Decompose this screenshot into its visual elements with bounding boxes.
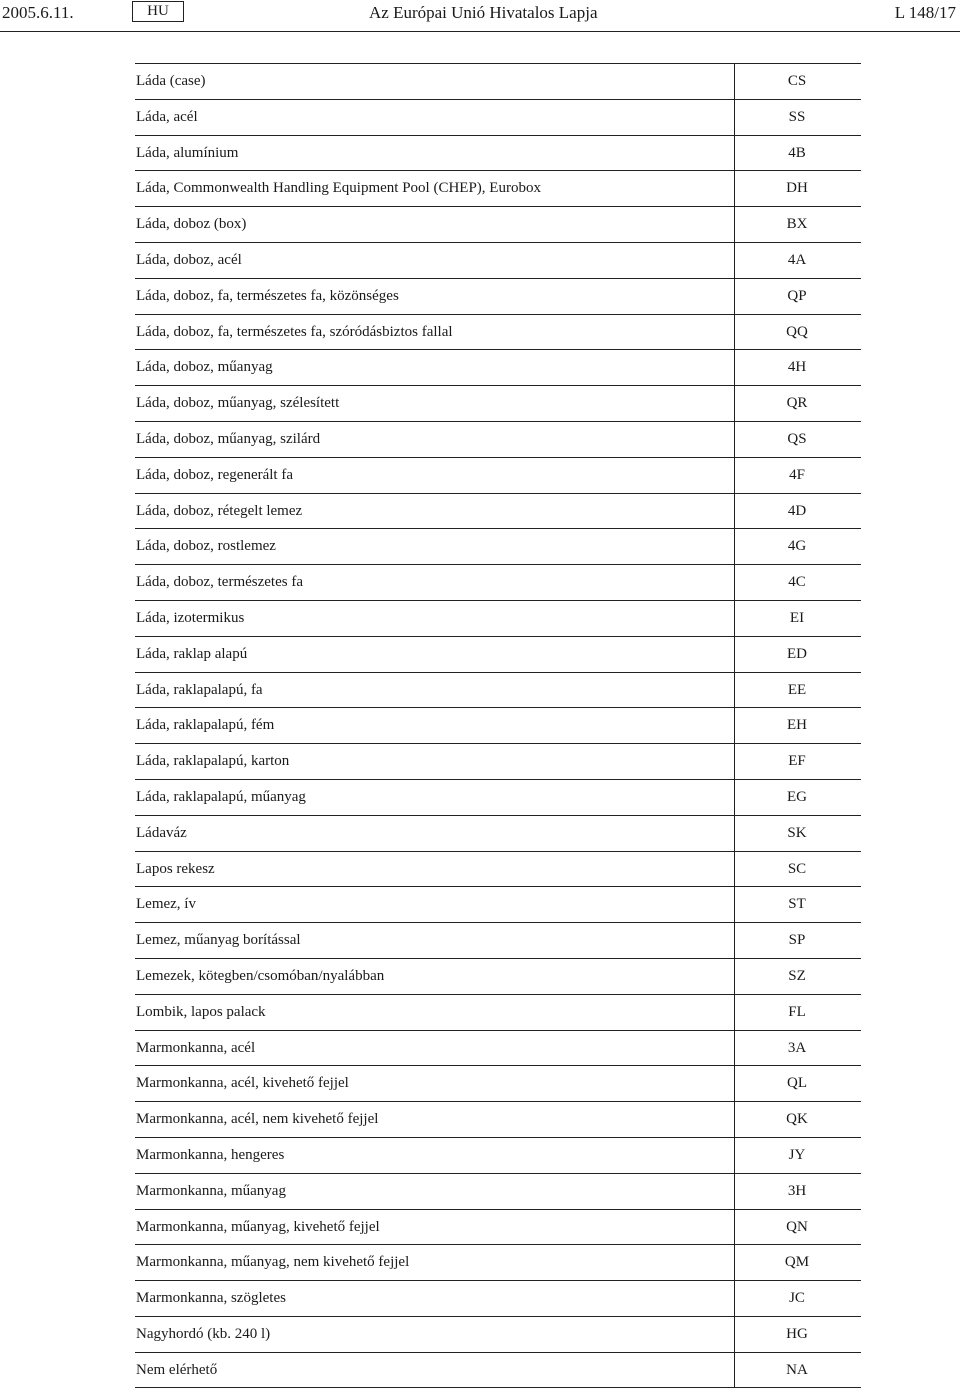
page-reference: L 148/17	[894, 3, 956, 22]
package-type-name: Láda, doboz, műanyag, szélesített	[135, 386, 735, 421]
table-row	[135, 601, 861, 637]
table-row	[135, 386, 861, 422]
package-type-name: Láda, doboz, regenerált fa	[135, 458, 735, 493]
table-row	[135, 207, 861, 243]
package-type-name: Láda, raklapalapú, karton	[135, 744, 735, 779]
package-type-name: Láda, doboz, műanyag	[135, 350, 735, 385]
table-row	[135, 171, 861, 207]
package-type-name: Marmonkanna, műanyag, kivehető fejjel	[135, 1210, 735, 1245]
package-code: EI	[789, 609, 805, 626]
table-row	[135, 780, 861, 816]
package-code: EF	[788, 753, 806, 770]
table-row	[135, 494, 861, 530]
table-row	[135, 64, 861, 100]
table-row	[135, 243, 861, 279]
table-row	[135, 1317, 861, 1353]
table-row	[135, 816, 861, 852]
package-type-name: Lombik, lapos palack	[135, 995, 735, 1030]
package-code: 4A	[787, 251, 807, 268]
page-header	[0, 0, 960, 30]
table-row	[135, 1138, 861, 1174]
package-code: BX	[786, 216, 808, 233]
table-row	[135, 1281, 861, 1317]
table-row	[135, 350, 861, 386]
package-type-name: Lapos rekesz	[135, 852, 735, 887]
package-type-name: Láda, acél	[135, 100, 735, 135]
table-row	[135, 100, 861, 136]
package-code: QP	[787, 287, 807, 304]
package-code: 4D	[787, 502, 807, 519]
package-type-name: Láda, doboz, acél	[135, 243, 735, 278]
table-row	[135, 529, 861, 565]
table-row	[135, 923, 861, 959]
package-type-name: Marmonkanna, hengeres	[135, 1138, 735, 1173]
package-type-name: Marmonkanna, acél	[135, 1031, 735, 1066]
package-code: EH	[787, 717, 807, 734]
package-type-name: Láda, alumínium	[135, 136, 735, 171]
package-code: EG	[787, 788, 807, 805]
package-code: QN	[786, 1218, 808, 1235]
package-code: 4C	[788, 574, 806, 591]
package-code: CS	[787, 73, 807, 89]
table-row	[135, 1031, 861, 1067]
package-code: QR	[786, 395, 808, 412]
table-row	[135, 1210, 861, 1246]
package-code: 4G	[787, 538, 807, 555]
table-row	[135, 637, 861, 673]
package-type-name: Láda, doboz, természetes fa	[135, 565, 735, 600]
package-code: QM	[784, 1254, 810, 1271]
table-row	[135, 995, 861, 1031]
package-type-name: Láda, doboz (box)	[135, 207, 735, 242]
table-row	[135, 1102, 861, 1138]
package-type-name: Lemez, ív	[135, 887, 735, 922]
package-type-name: Láda, doboz, fa, természetes fa, szóródásbiztos fallal	[135, 315, 735, 350]
package-type-name: Marmonkanna, műanyag, nem kivehető fejjel	[135, 1245, 735, 1280]
table-row	[135, 673, 861, 709]
package-code: QK	[786, 1111, 808, 1128]
package-type-name: Marmonkanna, acél, kivehető fejjel	[135, 1066, 735, 1101]
package-code: JY	[788, 1146, 806, 1163]
table-row	[135, 1066, 861, 1102]
package-code: ST	[788, 896, 806, 913]
package-type-name: Láda (case)	[135, 64, 735, 99]
table-row	[135, 708, 861, 744]
package-type-name: Láda, Commonwealth Handling Equipment Pool (CHEP), Eurobox	[135, 171, 735, 206]
package-code: 3H	[787, 1182, 807, 1199]
packaging-code-table	[135, 63, 861, 1388]
table-row	[135, 852, 861, 888]
package-type-name: Nem elérhető	[135, 1353, 735, 1388]
package-type-name: Láda, doboz, műanyag, szilárd	[135, 422, 735, 457]
package-code: HG	[786, 1325, 808, 1342]
package-code: FL	[788, 1003, 806, 1020]
package-code: 4F	[789, 466, 805, 483]
package-code: 4H	[787, 359, 807, 376]
table-row	[135, 1174, 861, 1210]
package-type-name: Láda, doboz, rétegelt lemez	[135, 494, 735, 529]
package-type-name: Marmonkanna, műanyag	[135, 1174, 735, 1209]
package-code: SC	[787, 860, 807, 877]
package-code: 3A	[787, 1039, 807, 1056]
package-code: QL	[787, 1075, 807, 1092]
package-code: JC	[789, 1290, 805, 1307]
table-row	[135, 279, 861, 315]
package-type-name: Lemezek, kötegben/csomóban/nyalábban	[135, 959, 735, 994]
journal-title: Az Európai Unió Hivatalos Lapja	[369, 3, 598, 22]
table-row	[135, 1353, 861, 1388]
package-code: SP	[788, 932, 806, 949]
package-type-name: Marmonkanna, acél, nem kivehető fejjel	[135, 1102, 735, 1137]
package-type-name: Láda, izotermikus	[135, 601, 735, 636]
package-type-name: Láda, doboz, rostlemez	[135, 529, 735, 564]
table-row	[135, 565, 861, 601]
package-code: QS	[787, 430, 807, 447]
package-code: NA	[786, 1361, 808, 1378]
table-row	[135, 959, 861, 995]
language-badge: HU	[132, 1, 184, 22]
package-code: DH	[786, 180, 808, 197]
package-type-name: Láda, raklapalapú, fa	[135, 673, 735, 708]
package-type-name: Lemez, műanyag borítással	[135, 923, 735, 958]
table-row	[135, 744, 861, 780]
package-code: SZ	[788, 967, 806, 984]
package-code: 4B	[788, 144, 806, 161]
package-code: ED	[787, 645, 807, 662]
package-code: EE	[787, 681, 807, 698]
package-code: SK	[787, 824, 807, 841]
table-row	[135, 1245, 861, 1281]
package-type-name: Láda, raklapalapú, fém	[135, 708, 735, 743]
table-row	[135, 887, 861, 923]
package-type-name: Láda, raklap alapú	[135, 637, 735, 672]
package-type-name: Nagyhordó (kb. 240 l)	[135, 1317, 735, 1352]
package-type-name: Ládaváz	[135, 816, 735, 851]
publication-date: 2005.6.11.	[2, 3, 74, 22]
table-row	[135, 315, 861, 351]
table-row	[135, 422, 861, 458]
package-type-name: Láda, doboz, fa, természetes fa, közönséges	[135, 279, 735, 314]
header-divider	[0, 31, 960, 32]
package-type-name: Marmonkanna, szögletes	[135, 1281, 735, 1316]
table-row	[135, 136, 861, 172]
package-code: SS	[788, 108, 806, 125]
table-row	[135, 458, 861, 494]
package-type-name: Láda, raklapalapú, műanyag	[135, 780, 735, 815]
package-code: QQ	[786, 323, 808, 340]
